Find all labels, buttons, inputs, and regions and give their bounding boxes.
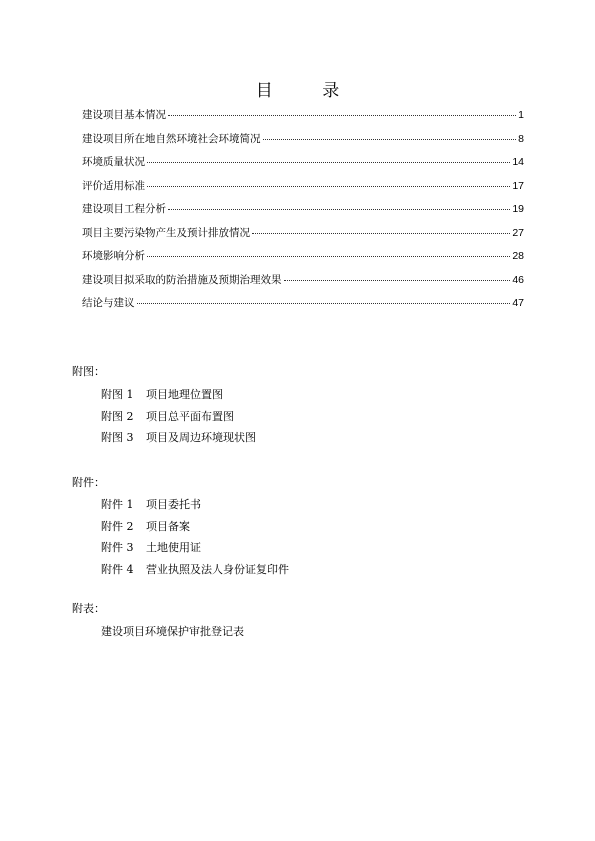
toc-entry[interactable] (82, 107, 524, 131)
toc-entry[interactable] (82, 225, 524, 249)
figure-number: 附图 2 (101, 409, 134, 423)
list-item (101, 496, 289, 518)
toc-leader-dots (168, 209, 510, 210)
attachment-number: 附件 4 (101, 562, 134, 576)
toc-entry-label: 建设项目工程分析 (82, 203, 166, 215)
page-title: 目 录 (255, 81, 362, 101)
figures-list (101, 386, 256, 451)
toc-entry-label: 建设项目所在地自然环境社会环境简况 (82, 132, 261, 145)
tables-heading: 附表： (72, 602, 105, 615)
toc-leader-dots (168, 115, 516, 116)
toc-entry-label: 项目主要污染物产生及预计排放情况 (82, 226, 250, 239)
toc-entry-label: 环境影响分析 (82, 250, 145, 262)
toc-entry-label: 评价适用标准 (82, 179, 145, 192)
toc-leader-dots (284, 280, 511, 281)
toc-leader-dots (252, 233, 510, 234)
toc-entry[interactable] (82, 272, 524, 296)
toc-entry-page: 8 (518, 132, 524, 145)
figures-heading: 附图： (72, 365, 105, 378)
list-item (101, 386, 256, 408)
toc-entry[interactable] (82, 154, 524, 178)
toc-entry-label: 建设项目基本情况 (82, 109, 166, 121)
toc-entry-page: 47 (512, 297, 524, 309)
toc-entry-page: 17 (512, 179, 524, 192)
toc-entry[interactable] (82, 201, 524, 225)
list-item (101, 518, 289, 540)
toc-leader-dots (137, 303, 511, 304)
figure-number: 附图 1 (101, 388, 134, 401)
figure-label: 项目地理位置图 (146, 388, 223, 401)
figure-label: 项目总平面布置图 (146, 409, 234, 423)
attachments-heading: 附件： (72, 476, 105, 489)
attachment-label: 项目备案 (146, 519, 190, 533)
figure-label: 项目及周边环境现状图 (146, 431, 256, 444)
toc-entry-page: 14 (512, 156, 524, 168)
toc-entry-label: 结论与建议 (82, 297, 135, 309)
toc-leader-dots (147, 256, 510, 257)
tables-list (101, 623, 244, 645)
toc-entry[interactable] (82, 178, 524, 202)
attachment-number: 附件 1 (101, 498, 134, 511)
list-item (101, 539, 289, 561)
toc-entry-page: 46 (512, 273, 524, 286)
toc-entry-label: 环境质量状况 (82, 156, 145, 168)
attachment-label: 土地使用证 (146, 541, 201, 554)
attachment-label: 项目委托书 (146, 498, 201, 511)
toc-entry[interactable] (82, 295, 524, 319)
attachment-number: 附件 3 (101, 541, 134, 554)
toc-entry-page: 28 (512, 250, 524, 262)
attachment-label: 营业执照及法人身份证复印件 (146, 562, 289, 576)
figure-number: 附图 3 (101, 431, 134, 444)
attachments-list (101, 496, 289, 582)
list-item (101, 623, 244, 645)
toc-leader-dots (147, 186, 510, 187)
attachment-number: 附件 2 (101, 519, 134, 533)
toc-leader-dots (147, 162, 510, 163)
list-item (101, 408, 256, 430)
toc-leader-dots (263, 139, 517, 140)
table-of-contents (82, 107, 524, 319)
toc-entry-page: 27 (512, 226, 524, 239)
toc-entry-page: 1 (518, 109, 524, 121)
toc-entry[interactable] (82, 131, 524, 155)
list-item (101, 561, 289, 583)
toc-entry-page: 19 (512, 203, 524, 215)
toc-entry-label: 建设项目拟采取的防治措施及预期治理效果 (82, 273, 282, 286)
table-label: 建设项目环境保护审批登记表 (101, 625, 244, 638)
toc-entry[interactable] (82, 248, 524, 272)
list-item (101, 429, 256, 451)
